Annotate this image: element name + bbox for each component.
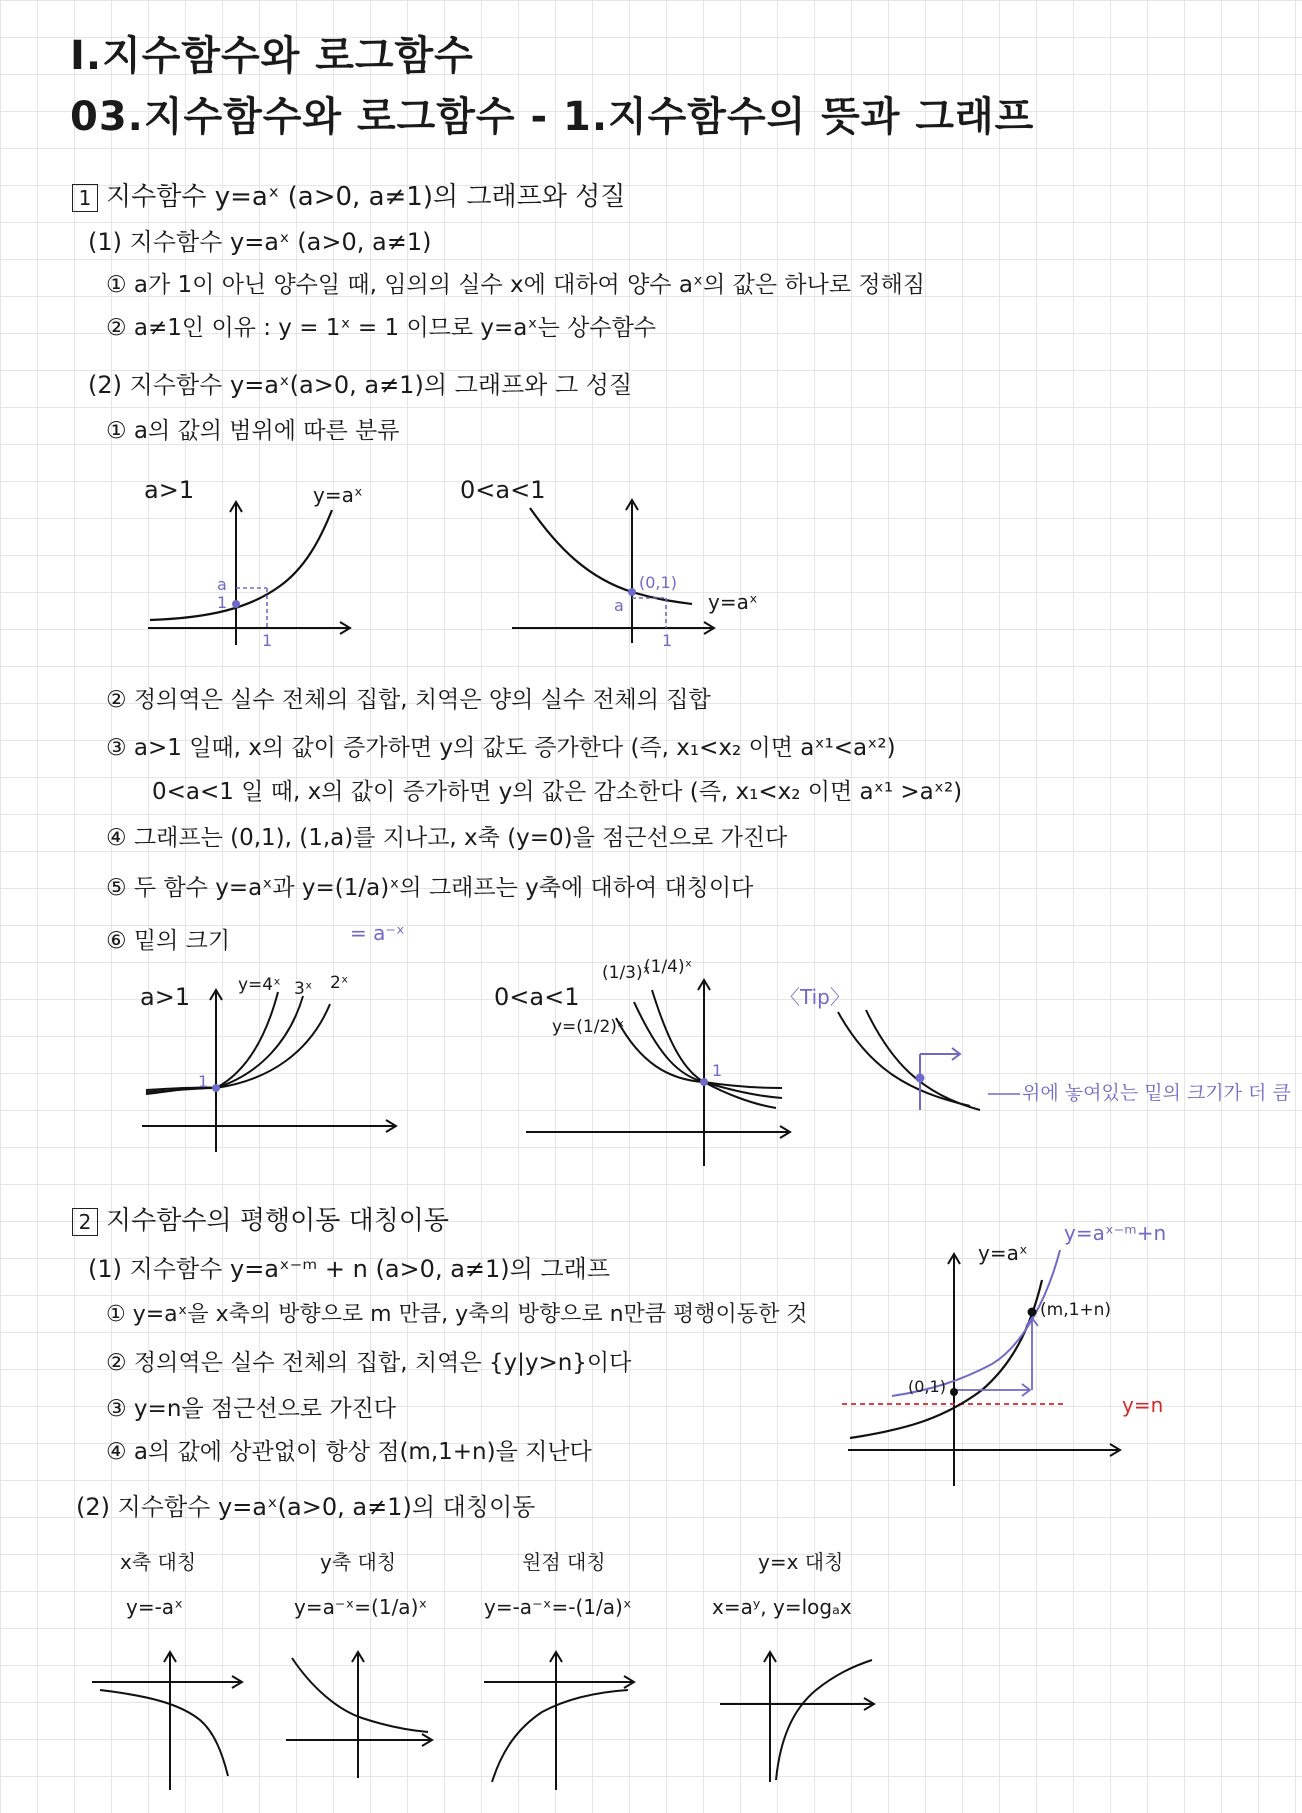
sym-yx-title: y=x 대칭 bbox=[758, 1550, 844, 1574]
sym-xaxis-eq: y=-aˣ bbox=[126, 1595, 183, 1619]
point-0-1 bbox=[950, 1388, 958, 1396]
section2-sub1-item2: ② 정의역은 실수 전체의 집합, 치역은 {y|y>n}이다 bbox=[106, 1350, 632, 1376]
graph-left-cond: a>1 bbox=[144, 476, 195, 504]
point-m-1n bbox=[1028, 1308, 1037, 1317]
sym-yx-eq: x=aʸ, y=logₐx bbox=[712, 1595, 852, 1619]
tip-intersection bbox=[916, 1074, 925, 1083]
section2-sub1-item1: ① y=aˣ을 x축의 방향으로 m 만큼, y축의 방향으로 n만큼 평행이동한 것 bbox=[106, 1302, 808, 1327]
graph-exp-decreasing bbox=[508, 478, 738, 648]
graph-translation bbox=[842, 1240, 1132, 1490]
section2-heading-text: 지수함수의 평행이동 대칭이동 bbox=[106, 1206, 450, 1236]
base-right-c2: (1/4)ˣ bbox=[644, 957, 693, 977]
curve-4x bbox=[146, 992, 278, 1094]
point-0-1 bbox=[212, 1084, 220, 1092]
section1-heading bbox=[72, 183, 625, 212]
section1-sub2-heading: (2) 지수함수 y=aˣ(a>0, a≠1)의 그래프와 그 성질 bbox=[88, 371, 633, 399]
section1-heading-text: 지수함수 y=aˣ (a>0, a≠1)의 그래프와 성질 bbox=[106, 182, 626, 212]
lesson-title: 03.지수함수와 로그함수 - 1.지수함수의 뜻과 그래프 bbox=[70, 94, 1035, 140]
curve-base bbox=[850, 1280, 1042, 1438]
exp-curve bbox=[150, 510, 332, 620]
section2-sub2-heading: (2) 지수함수 y=aˣ(a>0, a≠1)의 대칭이동 bbox=[76, 1493, 536, 1521]
tip-curve-lower bbox=[838, 1012, 970, 1106]
base-left-cond: a>1 bbox=[140, 983, 191, 1011]
tip-label: 〈Tip〉 bbox=[780, 985, 850, 1009]
graph-sym-yaxis bbox=[282, 1640, 442, 1790]
graph-right-label-a: a bbox=[614, 596, 624, 615]
curve-a-neg-x bbox=[292, 1658, 428, 1732]
section1-sub2-item3b: 0<a<1 일 때, x의 값이 증가하면 y의 값은 감소한다 (즉, x₁<x₂ 이면 aˣ¹ >aˣ²) bbox=[152, 779, 963, 805]
point-0-1 bbox=[700, 1078, 708, 1086]
graph-right-label-1x: 1 bbox=[662, 631, 673, 650]
base-right-one: 1 bbox=[712, 1061, 723, 1080]
base-right-cond: 0<a<1 bbox=[494, 983, 580, 1011]
section1-sub2-item4: ④ 그래프는 (0,1), (1,a)를 지나고, x축 (y=0)을 점근선으로 가진다 bbox=[106, 825, 788, 851]
graph-right-curve-label: y=aˣ bbox=[708, 590, 758, 614]
sym-yaxis-title: y축 대칭 bbox=[320, 1550, 397, 1574]
tip-curve-upper bbox=[866, 1010, 980, 1110]
base-right-c1: (1/3)ˣ bbox=[602, 963, 651, 983]
translation-p1-label: (0,1) bbox=[908, 1377, 946, 1396]
section2-number: 2 bbox=[72, 1208, 98, 1236]
graph-base-a-gt-1 bbox=[140, 980, 410, 1160]
curve-neg-ax bbox=[100, 1690, 228, 1776]
section2-sub1-heading: (1) 지수함수 y=aˣ⁻ᵐ + n (a>0, a≠1)의 그래프 bbox=[88, 1255, 611, 1283]
graph-base-a-lt-1 bbox=[520, 968, 800, 1168]
section1-sub2-item3: ③ a>1 일때, x의 값이 증가하면 y의 값도 증가한다 (즉, x₁<x₂ 이면 aˣ¹<aˣ²) bbox=[106, 735, 896, 761]
base-left-one: 1 bbox=[198, 1072, 209, 1091]
section1-sub2-item1: ① a의 값의 범위에 따른 분류 bbox=[106, 418, 400, 444]
point-0-1 bbox=[232, 600, 240, 608]
translation-p2-label: (m,1+n) bbox=[1040, 1300, 1112, 1320]
curve-neg-a-neg-x bbox=[492, 1690, 628, 1782]
curve-quarter-x bbox=[652, 990, 776, 1108]
section1-sub1-item2: ② a≠1인 이유 : y = 1ˣ = 1 이므로 y=aˣ는 상수함수 bbox=[106, 315, 657, 341]
section1-number: 1 bbox=[72, 184, 98, 212]
curve-log bbox=[776, 1660, 872, 1780]
sym-origin-title: 원점 대칭 bbox=[522, 1550, 606, 1574]
section2-sub1-item4: ④ a의 값에 상관없이 항상 점(m,1+n)을 지난다 bbox=[106, 1439, 592, 1465]
graph-left-label-1y: 1 bbox=[217, 593, 228, 612]
curve-3x bbox=[146, 996, 303, 1092]
base-left-c3: 2ˣ bbox=[330, 973, 349, 993]
sym-xaxis-title: x축 대칭 bbox=[120, 1550, 197, 1574]
sym-yaxis-eq: y=a⁻ˣ=(1/a)ˣ bbox=[294, 1595, 428, 1619]
section1-sub1-heading: (1) 지수함수 y=aˣ (a>0, a≠1) bbox=[88, 228, 432, 256]
graph-sym-origin bbox=[482, 1640, 642, 1790]
graph-left-label-1x: 1 bbox=[262, 631, 273, 650]
translation-base-label: y=aˣ bbox=[978, 1241, 1028, 1265]
base-right-c3: y=(1/2)ˣ bbox=[552, 1017, 625, 1037]
graph-sym-xaxis bbox=[90, 1640, 250, 1790]
section1-sub1-item1: ① a가 1이 아닌 양수일 때, 임의의 실수 x에 대하여 양수 aˣ의 값은 하나로 정해짐 bbox=[106, 272, 926, 298]
graph-right-point-label: (0,1) bbox=[639, 573, 677, 592]
base-left-c2: 3ˣ bbox=[294, 979, 313, 999]
item5-note: = a⁻ˣ bbox=[350, 921, 405, 945]
curve-2x bbox=[146, 1004, 330, 1090]
tip-note: 위에 놓여있는 밑의 크기가 더 큼 bbox=[1022, 1082, 1291, 1104]
graph-left-label-a: a bbox=[217, 575, 227, 594]
tip-graph bbox=[830, 1000, 1030, 1130]
graph-left-curve-label: y=aˣ bbox=[313, 483, 363, 507]
section1-sub2-item5: ⑤ 두 함수 y=aˣ과 y=(1/a)ˣ의 그래프는 y축에 대하여 대칭이다 bbox=[106, 875, 754, 901]
section2-heading bbox=[72, 1207, 449, 1236]
section1-sub2-item2: ② 정의역은 실수 전체의 집합, 치역은 양의 실수 전체의 집합 bbox=[106, 687, 711, 713]
translation-shifted-label: y=aˣ⁻ᵐ+n bbox=[1064, 1221, 1167, 1245]
base-left-c1: y=4ˣ bbox=[238, 975, 281, 995]
translation-asym-label: y=n bbox=[1122, 1393, 1164, 1417]
section2-sub1-item3: ③ y=n을 점근선으로 가진다 bbox=[106, 1396, 396, 1422]
section1-sub2-item6: ⑥ 밑의 크기 bbox=[106, 928, 231, 954]
point-0-1 bbox=[628, 588, 636, 596]
graph-sym-yx bbox=[716, 1640, 886, 1790]
chapter-title: Ⅰ.지수함수와 로그함수 bbox=[70, 33, 474, 79]
sym-origin-eq: y=-a⁻ˣ=-(1/a)ˣ bbox=[484, 1595, 632, 1619]
curve-half-x bbox=[616, 1018, 782, 1088]
graph-right-cond: 0<a<1 bbox=[460, 476, 546, 504]
